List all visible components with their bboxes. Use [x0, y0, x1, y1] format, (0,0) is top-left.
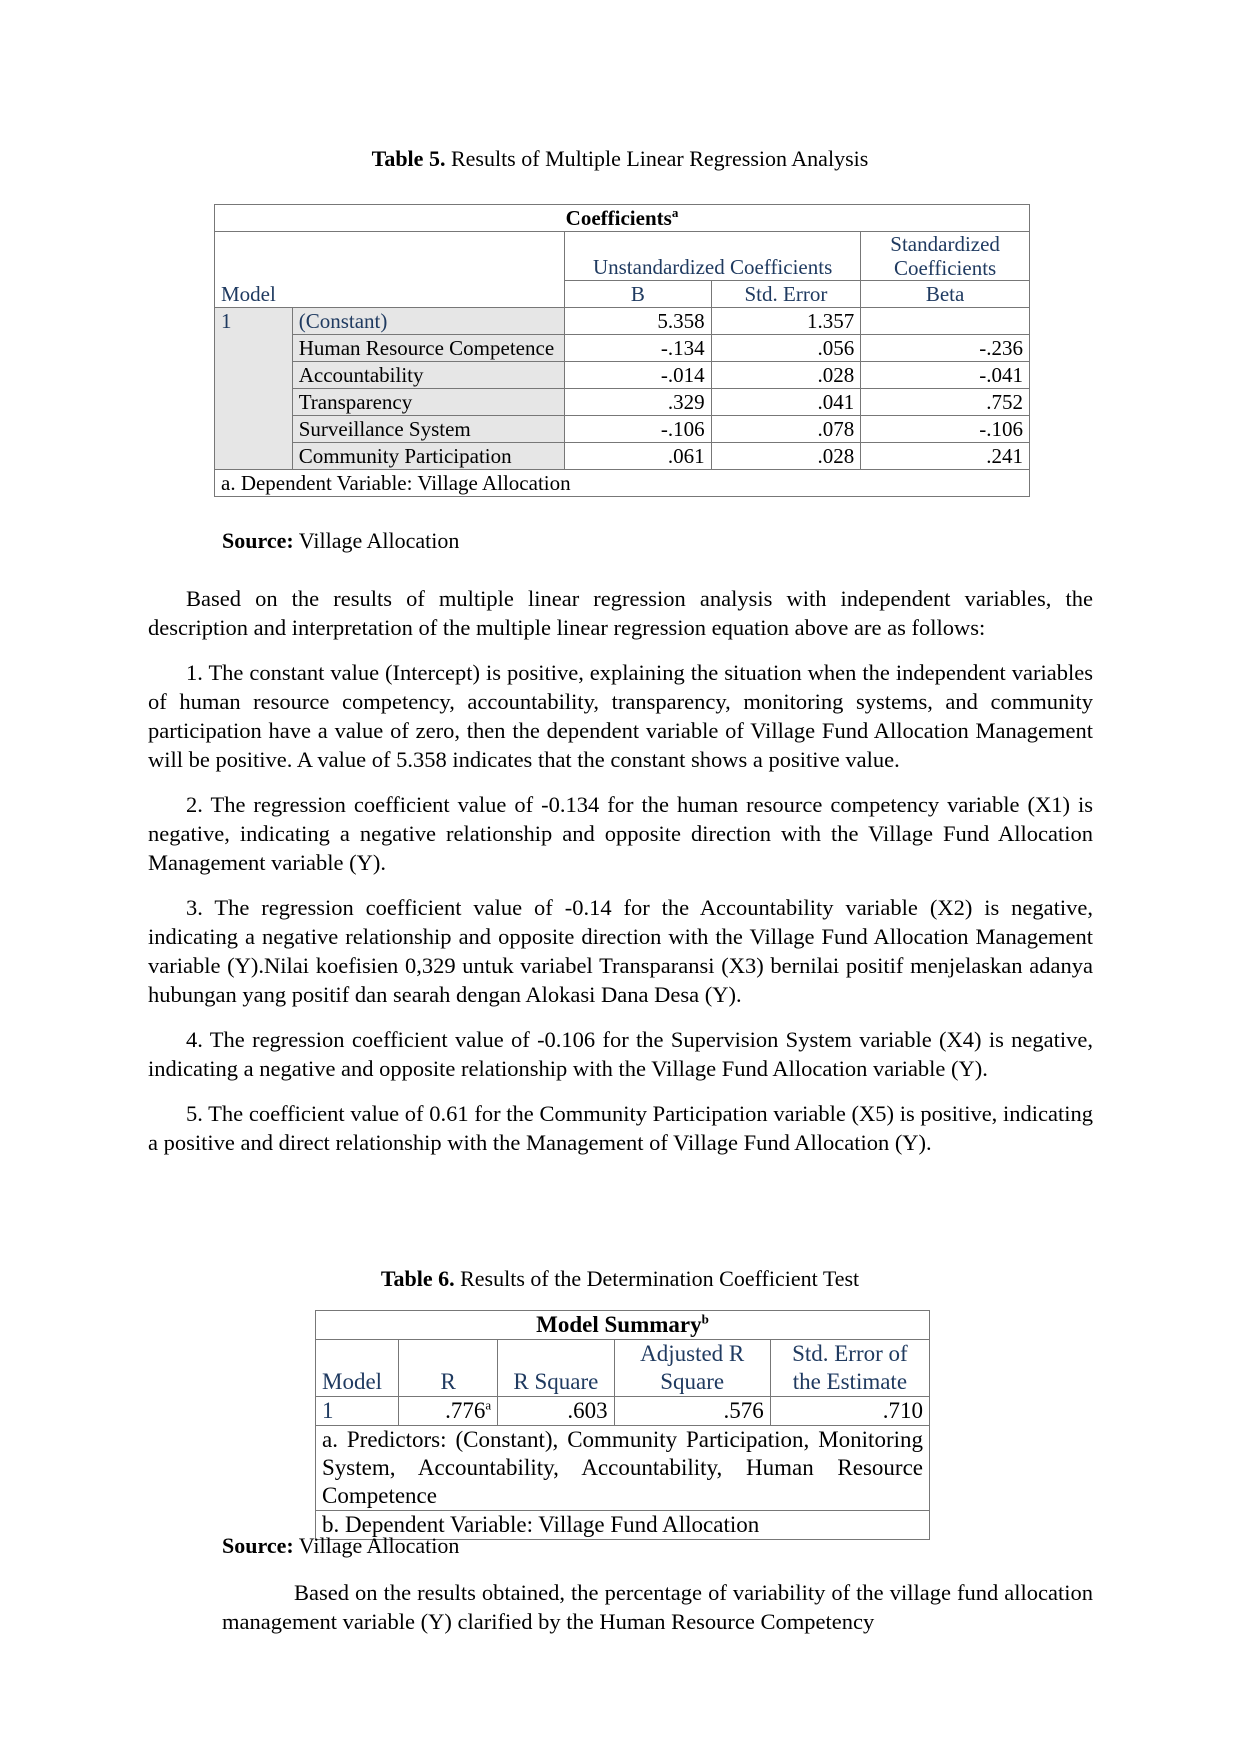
model-summary-title: Model Summary$^b$ [316, 1311, 930, 1340]
coefficient-se-value: .028 [711, 443, 861, 470]
table6-source-label: Source: [222, 1533, 294, 1558]
table6-caption-text: Results of the Determination Coefficient Test [454, 1266, 860, 1291]
interpretation-item-1: 1. The constant value (Intercept) is positive, explaining the situation when the independent variables of human resource competency, accountability, transparency, monitoring systems, and community participation have a value of zero, then the dependent variable of Village Fund Allocation Management will be positive. A value of 5.358 indicates that the constant shows a positive value. [148, 660, 1093, 772]
coefficients-row [215, 389, 1030, 416]
predictor-label: (Constant) [292, 308, 564, 335]
r-square-header: R Square [498, 1340, 615, 1397]
model-number: 1 [316, 1397, 399, 1426]
predictor-label: Human Resource Competence [292, 335, 564, 362]
coefficients-table [214, 204, 1030, 497]
std-error-estimate-value: .710 [770, 1397, 929, 1426]
table6-source-text: Village Allocation [293, 1533, 460, 1558]
beta-header: Beta [861, 281, 1030, 308]
table6-caption-label: Table 6. [380, 1266, 455, 1291]
predictor-label: Accountability [292, 362, 564, 389]
model-summary-table [315, 1310, 930, 1540]
b-header: B [565, 281, 712, 308]
coefficient-se-value: 1.357 [711, 308, 861, 335]
model-number: 1 [215, 308, 293, 470]
body-text [148, 584, 1093, 1157]
coefficients-row [215, 443, 1030, 470]
standardized-header: Standardized Coefficients [861, 232, 1030, 281]
interpretation-item-3: 3. The regression coefficient value of -0.14 for the Accountability variable (X2) is negative, indicating a negative relationship and opposite direction with the Village Fund Allocation Management variable (Y).Nilai koefisien 0,329 untuk variabel Transparansi (X3) bernilai positif menjelaskan adanya hubungan yang positif dan searah dengan Alokasi Dana Desa (Y). [148, 895, 1093, 1007]
model-header-space [215, 232, 565, 308]
coefficient-se-value: .041 [711, 389, 861, 416]
adjusted-r-square-header: Adjusted R Square [614, 1340, 770, 1397]
coefficient-b-value: -.106 [565, 416, 712, 443]
coefficient-beta-value: .752 [861, 389, 1030, 416]
r-square-value: .603 [498, 1397, 615, 1426]
predictor-label: Surveillance System [292, 416, 564, 443]
model-header: Model [316, 1340, 399, 1397]
coefficients-title: Coefficients$^a$ [215, 205, 1030, 232]
interpretation-item-5: 5. The coefficient value of 0.61 for the Community Participation variable (X5) is positive, indicating a positive and direct relationship with the Management of Village Fund Allocation (Y). [148, 1101, 1093, 1155]
coefficient-beta-value: -.041 [861, 362, 1030, 389]
intro-paragraph: Based on the results of multiple linear regression analysis with independent variables, the description and interpretation of the multiple linear regression equation above are as follows: [148, 586, 1093, 640]
dependent-variable-note: b. Dependent Variable: Village Fund Allocation [316, 1511, 930, 1540]
table5-source-label: Source: [222, 528, 294, 553]
final-paragraph-block [222, 1578, 1093, 1636]
coefficient-se-value: .056 [711, 335, 861, 362]
coefficient-se-value: .078 [711, 416, 861, 443]
adjusted-r-square-value: .576 [614, 1397, 770, 1426]
coefficient-b-value: .061 [565, 443, 712, 470]
coefficients-row [215, 362, 1030, 389]
predictors-note: a. Predictors: (Constant), Community Participation, Monitoring System, Accountability, Accountability, Human Resource Competence [316, 1426, 930, 1511]
interpretation-item-4: 4. The regression coefficient value of -0.106 for the Supervision System variable (X4) is negative, indicating a negative and opposite relationship with the Village Fund Allocation variable (Y). [148, 1027, 1093, 1081]
table6-caption [0, 1266, 1240, 1292]
coefficient-beta-value: -.236 [861, 335, 1030, 362]
model-header: Model [221, 282, 276, 306]
interpretation-item-2: 2. The regression coefficient value of -0.134 for the human resource competency variable (X1) is negative, indicating a negative relationship and opposite direction with the Village Fund Allocation Management variable (Y). [148, 792, 1093, 875]
final-paragraph: Based on the results obtained, the percentage of variability of the village fund allocation management variable (Y) clarified by the Human Resource Competency [222, 1580, 1093, 1634]
table6-source [222, 1533, 459, 1559]
coefficient-b-value: -.134 [565, 335, 712, 362]
coefficient-b-value: .329 [565, 389, 712, 416]
coefficient-beta-value: .241 [861, 443, 1030, 470]
table5-caption-text: Results of Multiple Linear Regression Analysis [445, 146, 869, 171]
r-header: R [399, 1340, 498, 1397]
std-error-header: Std. Error [711, 281, 861, 308]
coefficient-b-value: 5.358 [565, 308, 712, 335]
table5-caption [0, 146, 1240, 172]
coefficient-se-value: .028 [711, 362, 861, 389]
table5-caption-label: Table 5. [371, 146, 446, 171]
r-value: .776$^a$ [399, 1397, 498, 1426]
coefficients-row [215, 335, 1030, 362]
predictor-label: Community Participation [292, 443, 564, 470]
table5-source-text: Village Allocation [293, 528, 460, 553]
coefficient-b-value: -.014 [565, 362, 712, 389]
table5-source [222, 528, 459, 554]
coefficient-beta-value: -.106 [861, 416, 1030, 443]
unstandardized-header: Unstandardized Coefficients [565, 232, 861, 281]
predictor-label: Transparency [292, 389, 564, 416]
coefficients-row [215, 416, 1030, 443]
std-error-estimate-header: Std. Error of the Estimate [770, 1340, 929, 1397]
coefficient-beta-value [861, 308, 1030, 335]
coefficients-row [215, 308, 1030, 335]
coefficients-footnote: a. Dependent Variable: Village Allocation [215, 470, 1030, 497]
